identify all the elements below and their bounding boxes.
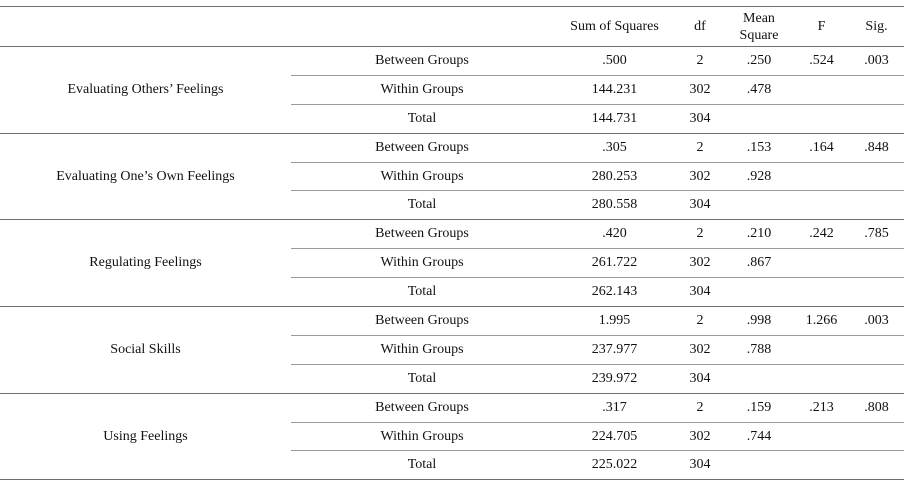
row-sig: .848 (849, 133, 904, 162)
row-source: Total (291, 104, 553, 133)
row-f (794, 364, 849, 393)
row-df: 302 (676, 422, 724, 451)
group-label: Evaluating Others’ Feelings (0, 47, 291, 134)
row-sum-of-squares: 144.731 (553, 104, 676, 133)
row-source: Between Groups (291, 47, 553, 76)
row-source: Total (291, 191, 553, 220)
row-mean-square: .159 (724, 393, 794, 422)
row-f: .242 (794, 220, 849, 249)
row-mean-square (724, 191, 794, 220)
row-f (794, 335, 849, 364)
anova-table (0, 6, 904, 480)
row-df: 2 (676, 133, 724, 162)
row-f (794, 75, 849, 104)
table-body (0, 47, 904, 480)
row-mean-square: .867 (724, 249, 794, 278)
header-blank-group (0, 7, 291, 47)
row-f: 1.266 (794, 307, 849, 336)
row-mean-square: .998 (724, 307, 794, 336)
header-blank-source (291, 7, 553, 47)
table-row (0, 47, 904, 76)
row-sig (849, 249, 904, 278)
row-mean-square (724, 104, 794, 133)
row-sig: .003 (849, 47, 904, 76)
row-mean-square: .928 (724, 162, 794, 191)
row-sum-of-squares: 144.231 (553, 75, 676, 104)
header-sig: Sig. (849, 7, 904, 47)
row-source: Total (291, 451, 553, 480)
row-sig: .003 (849, 307, 904, 336)
row-f (794, 422, 849, 451)
table-row (0, 393, 904, 422)
row-source: Between Groups (291, 220, 553, 249)
header-row (0, 7, 904, 47)
row-mean-square (724, 451, 794, 480)
row-sum-of-squares: .420 (553, 220, 676, 249)
row-source: Total (291, 364, 553, 393)
row-mean-square: .478 (724, 75, 794, 104)
row-df: 302 (676, 249, 724, 278)
row-df: 304 (676, 278, 724, 307)
row-sig (849, 162, 904, 191)
header-mean-square: Mean Square (724, 7, 794, 47)
row-sig (849, 335, 904, 364)
row-f (794, 162, 849, 191)
row-sig (849, 191, 904, 220)
row-source: Total (291, 278, 553, 307)
header-df: df (676, 7, 724, 47)
row-source: Within Groups (291, 335, 553, 364)
group-label: Evaluating One’s Own Feelings (0, 133, 291, 220)
row-sig: .808 (849, 393, 904, 422)
row-sig: .785 (849, 220, 904, 249)
table-header (0, 7, 904, 47)
row-f (794, 278, 849, 307)
row-df: 2 (676, 307, 724, 336)
row-sum-of-squares: .500 (553, 47, 676, 76)
row-source: Within Groups (291, 249, 553, 278)
group-label: Regulating Feelings (0, 220, 291, 307)
row-mean-square (724, 364, 794, 393)
row-mean-square: .153 (724, 133, 794, 162)
row-sum-of-squares: 262.143 (553, 278, 676, 307)
row-source: Within Groups (291, 75, 553, 104)
row-f: .524 (794, 47, 849, 76)
row-sum-of-squares: 1.995 (553, 307, 676, 336)
row-sum-of-squares: 237.977 (553, 335, 676, 364)
row-sum-of-squares: 280.253 (553, 162, 676, 191)
row-source: Between Groups (291, 133, 553, 162)
row-df: 2 (676, 220, 724, 249)
row-sum-of-squares: 239.972 (553, 364, 676, 393)
row-sig (849, 364, 904, 393)
row-f (794, 249, 849, 278)
table-row (0, 133, 904, 162)
row-f (794, 191, 849, 220)
row-f (794, 451, 849, 480)
row-sig (849, 104, 904, 133)
row-df: 304 (676, 191, 724, 220)
row-df: 304 (676, 364, 724, 393)
row-mean-square: .788 (724, 335, 794, 364)
row-sum-of-squares: 225.022 (553, 451, 676, 480)
row-source: Within Groups (291, 162, 553, 191)
row-sig (849, 422, 904, 451)
group-label: Social Skills (0, 307, 291, 394)
row-sum-of-squares: 280.558 (553, 191, 676, 220)
row-df: 2 (676, 393, 724, 422)
row-source: Within Groups (291, 422, 553, 451)
row-sum-of-squares: 224.705 (553, 422, 676, 451)
row-sig (849, 451, 904, 480)
row-f: .164 (794, 133, 849, 162)
header-f: F (794, 7, 849, 47)
row-f: .213 (794, 393, 849, 422)
row-df: 302 (676, 75, 724, 104)
group-label: Using Feelings (0, 393, 291, 480)
row-sig (849, 278, 904, 307)
row-mean-square: .210 (724, 220, 794, 249)
row-sig (849, 75, 904, 104)
row-mean-square: .744 (724, 422, 794, 451)
row-sum-of-squares: 261.722 (553, 249, 676, 278)
table-row (0, 307, 904, 336)
header-sum-of-squares: Sum of Squares (553, 7, 676, 47)
row-sum-of-squares: .305 (553, 133, 676, 162)
row-f (794, 104, 849, 133)
row-mean-square (724, 278, 794, 307)
row-df: 302 (676, 335, 724, 364)
row-source: Between Groups (291, 393, 553, 422)
table-row (0, 220, 904, 249)
row-df: 304 (676, 451, 724, 480)
row-sum-of-squares: .317 (553, 393, 676, 422)
row-source: Between Groups (291, 307, 553, 336)
row-df: 2 (676, 47, 724, 76)
row-df: 302 (676, 162, 724, 191)
row-mean-square: .250 (724, 47, 794, 76)
row-df: 304 (676, 104, 724, 133)
